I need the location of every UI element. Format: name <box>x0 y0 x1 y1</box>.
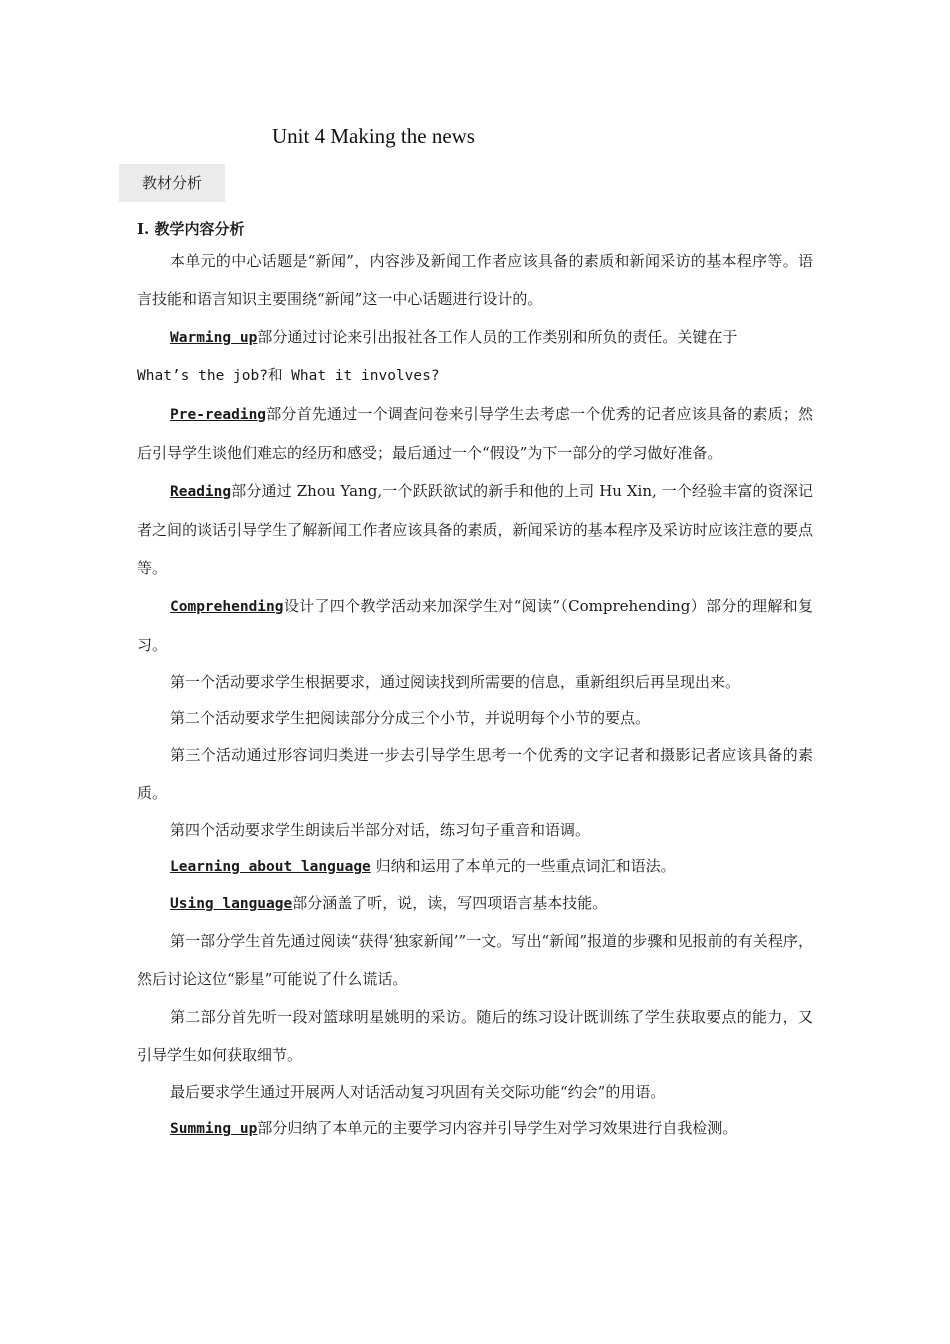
using-text: 部分涵盖了听，说，读，写四项语言基本技能。 <box>292 894 608 912</box>
using-part-1: 第一部分学生首先通过阅读“获得‘独家新闻’”一文。写出“新闻”报道的步骤和见报前的有关程序，然后讨论这位“影星”可能说了什么谎话。 <box>137 932 813 988</box>
learning-paragraph <box>137 848 813 885</box>
warming-up-text: 部分通过讨论来引出报社各工作人员的工作类别和所负的责任。关键在于 <box>257 328 738 346</box>
using-key: Using language <box>170 896 293 912</box>
section-tag: 教材分析 <box>119 164 225 202</box>
pre-reading-paragraph <box>137 395 813 472</box>
summing-up-paragraph <box>137 1110 813 1147</box>
pre-reading-text: 部分首先通过一个调查问卷来引导学生去考虑一个优秀的记者应该具备的素质；然后引导学生谈他们难忘的经历和感受；最后通过一个“假设”为下一部分的学习做好准备。 <box>137 405 813 462</box>
reading-key: Reading <box>170 484 232 500</box>
learning-key: Learning about language <box>170 859 371 875</box>
using-part-3: 最后要求学生通过开展两人对话活动复习巩固有关交际功能“约会”的用语。 <box>170 1083 666 1101</box>
using-paragraph <box>137 885 813 922</box>
document-title: Unit 4 Making the news <box>272 124 475 148</box>
document-body <box>137 242 813 1147</box>
summing-up-text: 部分归纳了本单元的主要学习内容并引导学生对学习效果进行自我检测。 <box>257 1119 738 1137</box>
reading-paragraph <box>137 472 813 587</box>
activity-4: 第四个活动要求学生朗读后半部分对话，练习句子重音和语调。 <box>170 821 591 839</box>
intro-paragraph: 本单元的中心话题是“新闻”，内容涉及新闻工作者应该具备的素质和新闻采访的基本程序等。语言技能和语言知识主要围绕“新闻”这一中心话题进行设计的。 <box>137 252 813 308</box>
section-heading: I. 教学内容分析 <box>137 220 245 238</box>
comprehending-paragraph <box>137 587 813 664</box>
warming-up-paragraph <box>137 318 813 357</box>
pre-reading-key: Pre-reading <box>170 407 267 423</box>
comprehending-text: 设计了四个教学活动来加深学生对“阅读”（Comprehending）部分的理解和复习。 <box>137 597 813 654</box>
activity-2: 第二个活动要求学生把阅读部分分成三个小节，并说明每个小节的要点。 <box>170 709 651 727</box>
activity-3: 第三个活动通过形容词归类进一步去引导学生思考一个优秀的文字记者和摄影记者应该具备的素质。 <box>137 746 813 802</box>
comprehending-key: Comprehending <box>170 599 284 615</box>
learning-text: 归纳和运用了本单元的一些重点词汇和语法。 <box>370 857 676 875</box>
summing-up-key: Summing up <box>170 1121 258 1137</box>
reading-text: 部分通过 Zhou Yang,一个跃跃欲试的新手和他的上司 Hu Xin, 一个经验丰富的资深记者之间的谈话引导学生了解新闻工作者应该具备的素质，新闻采访的基本程序及采访时应该注意的要点等。 <box>137 482 813 577</box>
using-part-2: 第二部分首先听一段对篮球明星姚明的采访。随后的练习设计既训练了学生获取要点的能力，又引导学生如何获取细节。 <box>137 1008 813 1064</box>
warming-up-key: Warming up <box>170 330 258 346</box>
activity-1: 第一个活动要求学生根据要求，通过阅读找到所需要的信息，重新组织后再呈现出来。 <box>170 673 741 691</box>
warming-up-questions: What’s the job?和 What it involves? <box>137 368 440 384</box>
